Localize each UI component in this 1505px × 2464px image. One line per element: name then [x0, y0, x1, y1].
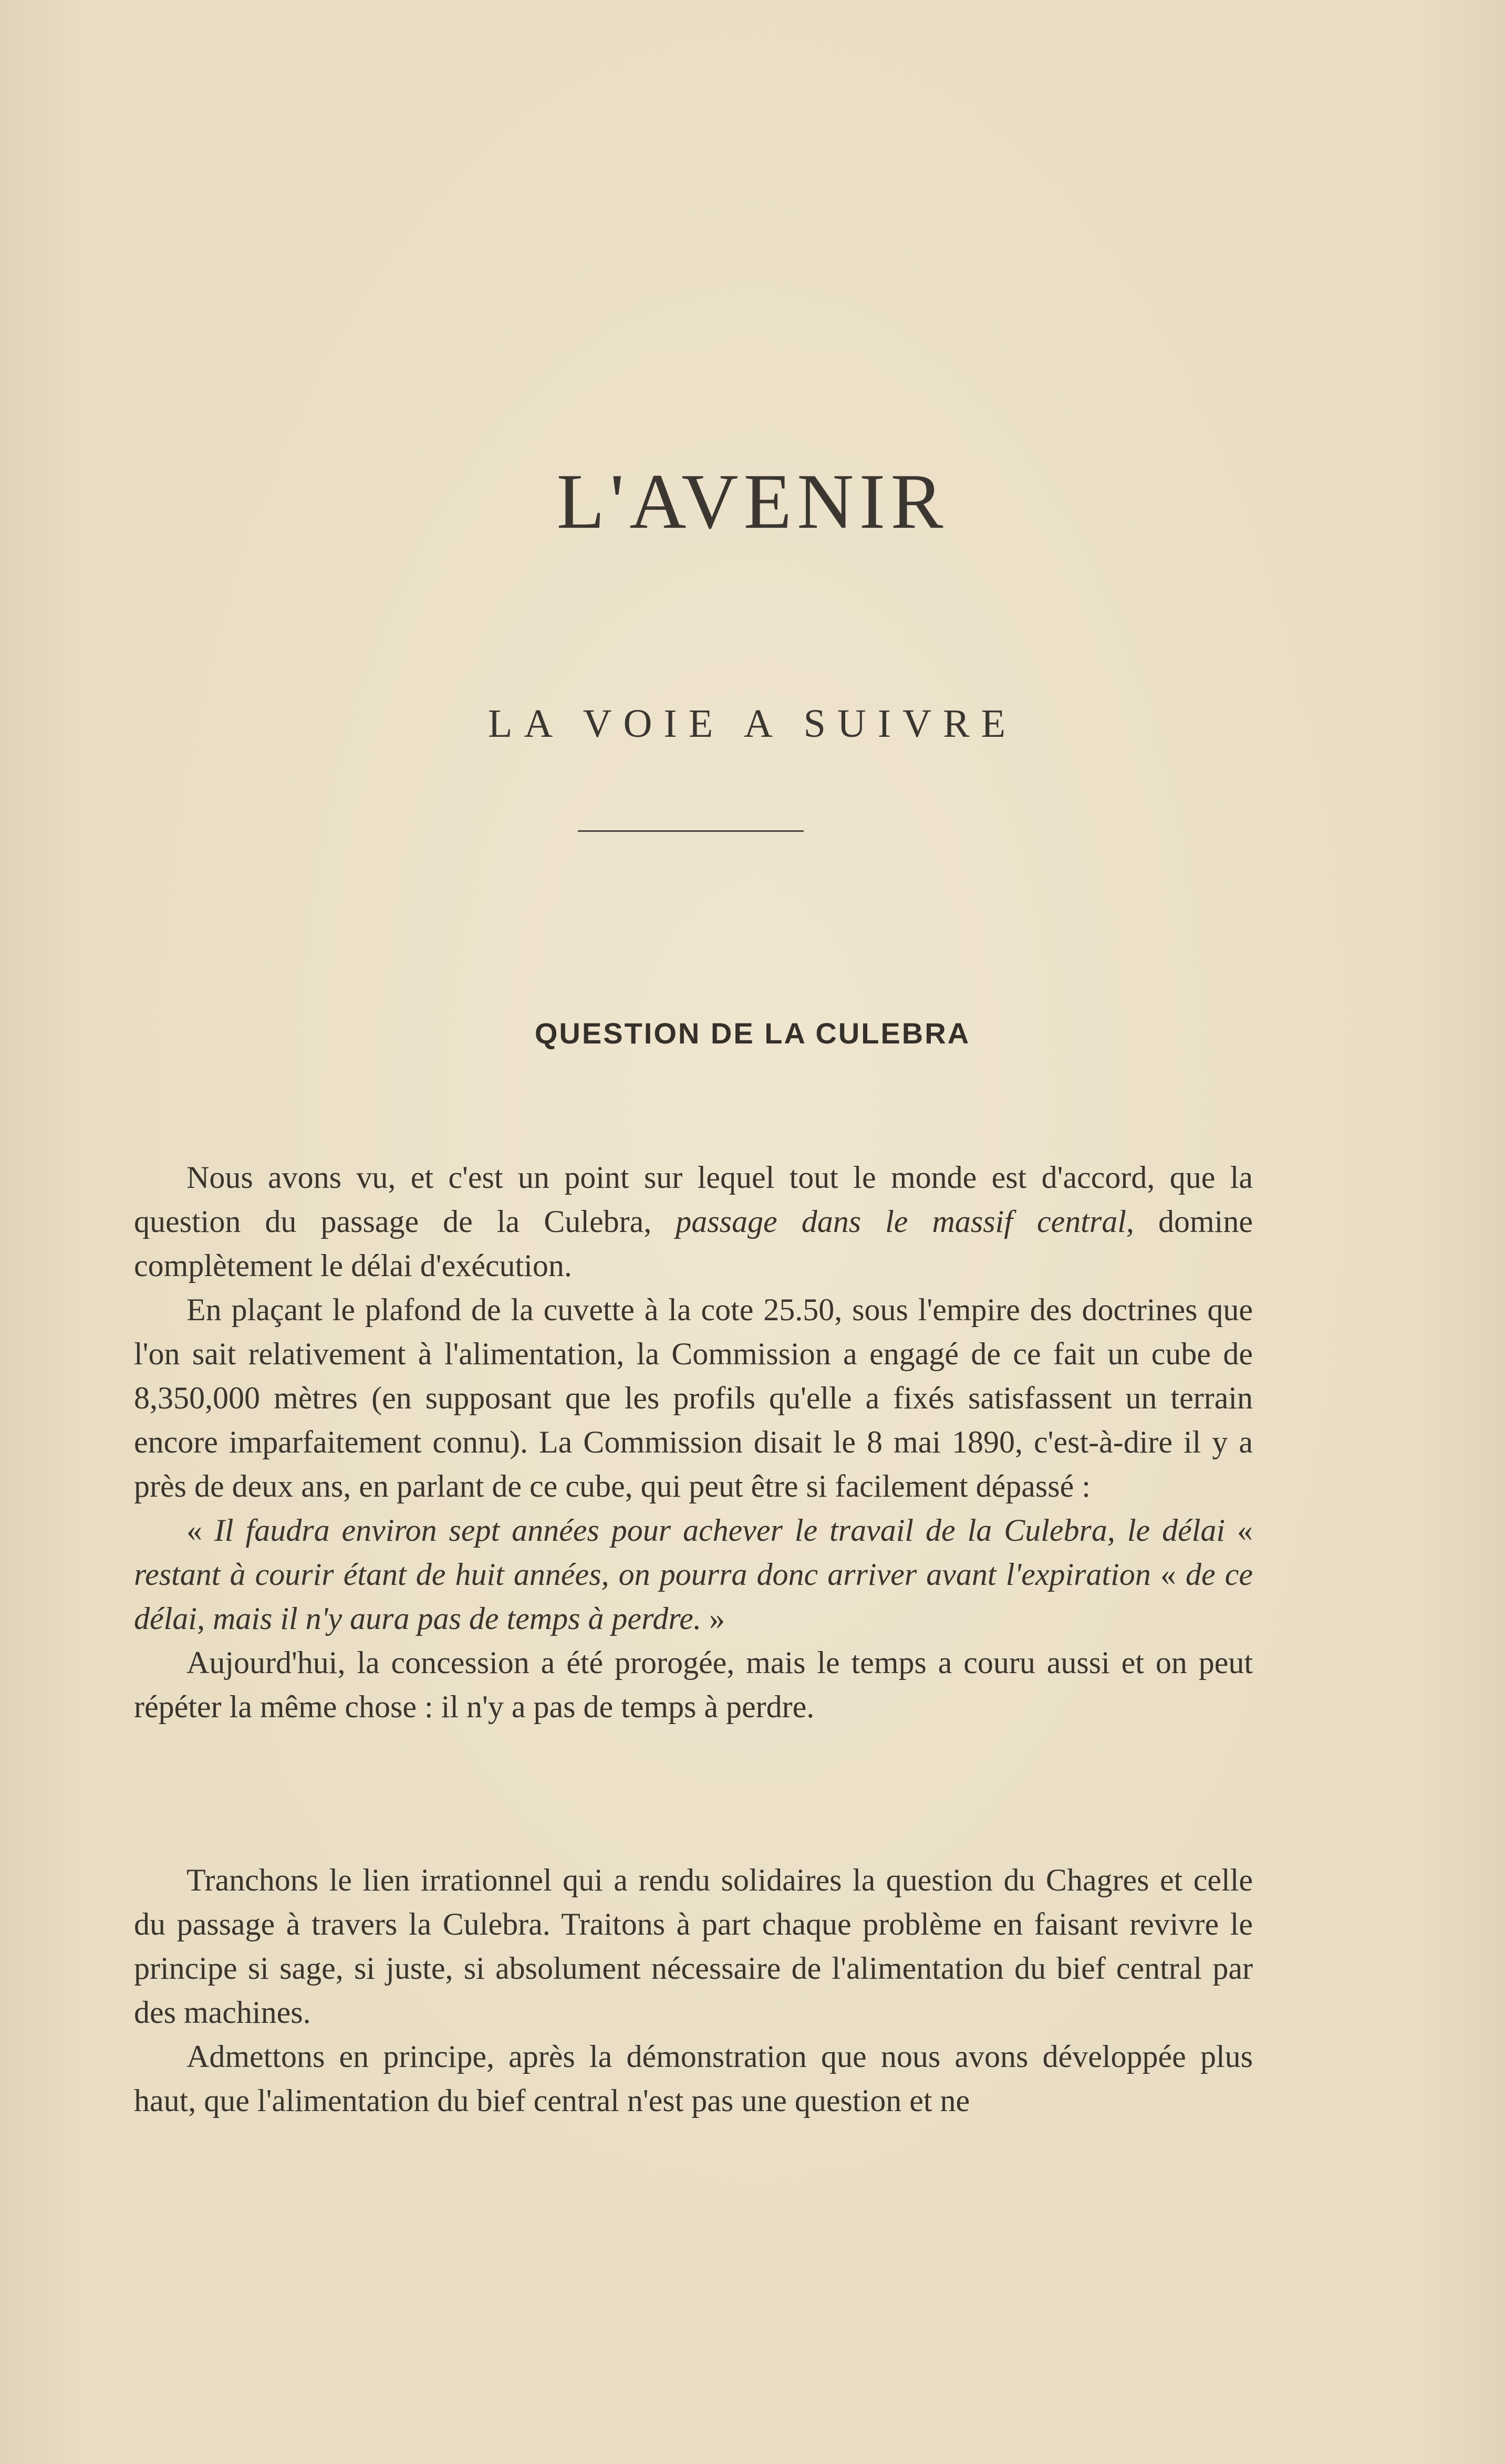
- quote-mark-3: «: [1160, 1557, 1186, 1592]
- quote-close: »: [701, 1601, 725, 1636]
- quote-line-1: Il faudra environ sept années pour achever le travail de la Culebra, le délai: [214, 1513, 1226, 1548]
- section-heading: QUESTION DE LA CULEBRA: [534, 1017, 971, 1050]
- paragraph-passage-italic: passage dans le massif central,: [676, 1204, 1134, 1239]
- paragraph-passage: [134, 1155, 1253, 1288]
- paragraph-cuvette: En plaçant le plafond de la cuvette à la cote 25.50, sous l'empire des doctrines que l'on sait relativement à l'alimentation, la Commission a engagé de ce fait un cube de 8,350,000 mètres (en supposant que les profils qu'elle a fixés satisfassent un terrain encore imparfaitement connu). La Commission disait le 8 mai 1890, c'est-à-dire il y a près de deux ans, en parlant de ce cube, qui peut être si facilement dépassé :: [134, 1292, 1253, 1504]
- paragraph-aujourdhui: Aujourd'hui, la concession a été prorogée, mais le temps a couru aussi et on peut répéter la même chose : il n'y a pas de temps à perdre.: [134, 1645, 1253, 1724]
- paragraph-quote: [134, 1508, 1253, 1641]
- paragraph-passage-text-c: domine complètement le délai d'exécution.: [134, 1204, 1253, 1283]
- paragraph-admettons: Admettons en principe, après la démonstration que nous avons développée plus haut, que l'alimentation du bief central n'est pas une question et ne: [134, 2039, 1253, 2118]
- text-block-chagres: [134, 1858, 1253, 2123]
- paragraph-passage-text-a: Nous avons vu, et c'est un point sur lequel tout le monde est d'accord, que la question du passage de la Culebra,: [134, 1160, 1253, 1239]
- quote-line-3: de ce délai, mais il n'y aura pas de temps à perdre.: [134, 1557, 1253, 1636]
- chapter-subtitle: LA VOIE A SUIVRE: [487, 702, 1018, 746]
- quote-mark-2: «: [1237, 1513, 1253, 1548]
- quote-line-2: restant à courir étant de huit années, on pourra donc arriver avant l'expiration: [134, 1557, 1151, 1592]
- chapter-title: L'AVENIR: [556, 458, 949, 545]
- quote-mark-1: «: [186, 1513, 214, 1548]
- text-block-culebra: [134, 1155, 1253, 1729]
- section-divider: [578, 830, 804, 832]
- paragraph-tranchons: Tranchons le lien irrationnel qui a rendu solidaires la question du Chagres et celle du passage à travers la Culebra. Traitons à part chaque problème en faisant revivre le principe si sage, si juste, si absolument nécessaire de l'alimentation du bief central par des machines.: [134, 1863, 1253, 2030]
